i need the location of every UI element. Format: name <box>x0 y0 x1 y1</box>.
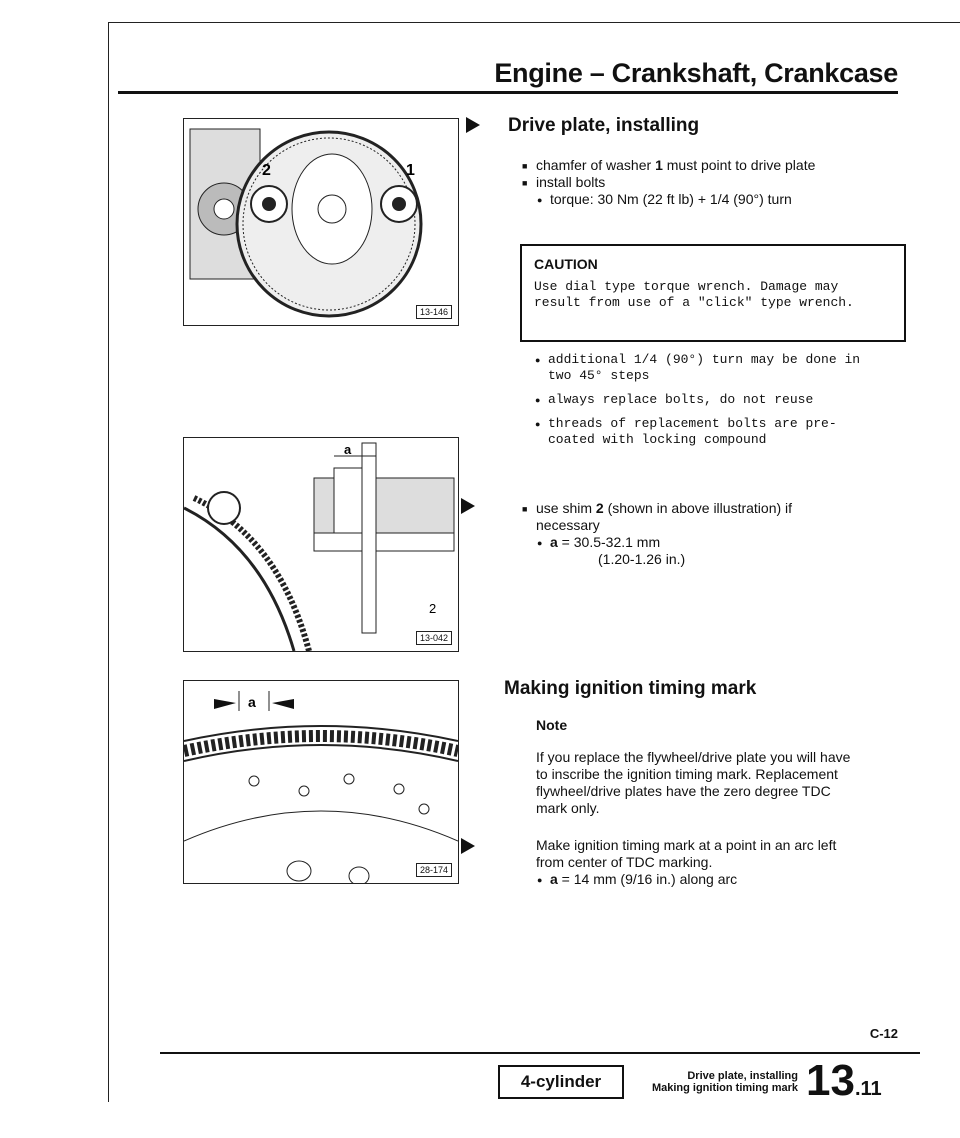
shim-measurement-illustration <box>184 438 458 651</box>
label-2: 2 <box>262 162 271 179</box>
note-additional-turn <box>548 352 878 384</box>
page-top-border <box>108 22 960 23</box>
section1-bullets <box>536 157 836 208</box>
pointer-arrow-icon <box>461 498 475 514</box>
figure-drive-plate <box>183 118 459 326</box>
note-replace-bolts <box>548 392 878 408</box>
dimension-value: = 30.5-32.1 mm <box>557 534 661 550</box>
label-a: a <box>248 694 256 710</box>
bullet-use-shim <box>536 500 856 534</box>
drive-plate-illustration <box>184 119 458 325</box>
bullet-bold: 2 <box>595 500 604 516</box>
bullet-text: chamfer of washer <box>536 157 656 173</box>
section2-shim <box>536 500 856 568</box>
figure-number: 13-042 <box>416 631 452 645</box>
label-1: 1 <box>406 162 415 179</box>
note-text: threads of replacement bolts are pre-coated with locking compound <box>548 416 837 447</box>
caution-box <box>520 244 906 342</box>
section1-notes <box>548 352 878 448</box>
shim-dimension <box>550 534 856 551</box>
page-title: Engine – Crankshaft, Crankcase <box>494 58 898 88</box>
bullet-text: install bolts <box>536 174 606 190</box>
footer-topic-2: Making ignition timing mark <box>651 1082 798 1094</box>
pointer-arrow-icon <box>461 838 475 854</box>
bullet-install-bolts <box>536 174 836 191</box>
label-2: 2 <box>429 601 437 616</box>
figure-number: 28-174 <box>416 863 452 877</box>
section-heading-drive-plate: Drive plate, installing <box>508 115 700 136</box>
caution-text: Use dial type torque wrench. Damage may result from use of a "click" type wrench. <box>534 279 854 310</box>
dimension-label: a <box>550 871 558 887</box>
bullet-text: (shown in above illustration) if necessary <box>536 500 793 533</box>
bullet-bold: 1 <box>655 157 663 173</box>
section-heading-timing-mark: Making ignition timing mark <box>504 678 757 699</box>
page-number-sub: .11 <box>854 1078 882 1100</box>
title-rule <box>118 91 898 94</box>
timing-instruction <box>536 837 866 888</box>
footer-topics <box>630 1070 798 1094</box>
torque-spec <box>550 191 836 208</box>
label-a: a <box>344 442 352 457</box>
dimension-label: a <box>550 534 558 550</box>
bullet-text: must point to drive plate <box>662 157 816 173</box>
note-label: Note <box>536 717 568 733</box>
timing-dimension <box>550 871 866 888</box>
footer-rule <box>160 1052 920 1054</box>
shim-dimension-inches: (1.20-1.26 in.) <box>598 551 686 567</box>
caution-label: CAUTION <box>534 256 598 272</box>
page-left-border <box>108 22 109 1102</box>
torque-text: torque: 30 Nm (22 ft lb) + 1/4 (90°) turn <box>550 191 792 207</box>
page-number-main: 13 <box>806 1056 855 1105</box>
dimension-value: = 14 mm (9/16 in.) along arc <box>557 871 738 887</box>
engine-tab-label: 4-cylinder <box>498 1065 624 1099</box>
instruction-text: Make ignition timing mark at a point in an arc left from center of TDC marking. <box>536 837 837 870</box>
figure-number: 13-146 <box>416 305 452 319</box>
footer-topic-1: Drive plate, installing <box>687 1070 798 1082</box>
bullet-chamfer <box>536 157 836 174</box>
note-text: If you replace the flywheel/drive plate you will have to inscribe the ignition timing mark. Replacement flywheel/drive plates have the zero degree TDC mark only. <box>536 749 851 816</box>
note-threads <box>548 416 878 448</box>
note-text: additional 1/4 (90°) turn may be done in two 45° steps <box>548 352 861 383</box>
figure-timing-mark <box>183 680 459 884</box>
page-code: C-12 <box>869 1026 898 1041</box>
note-text: always replace bolts, do not reuse <box>548 392 814 407</box>
pointer-arrow-icon <box>466 117 480 133</box>
page-number <box>806 1056 882 1106</box>
figure-shim-measurement <box>183 437 459 652</box>
bullet-text: use shim <box>536 500 596 516</box>
timing-mark-illustration <box>184 681 458 883</box>
